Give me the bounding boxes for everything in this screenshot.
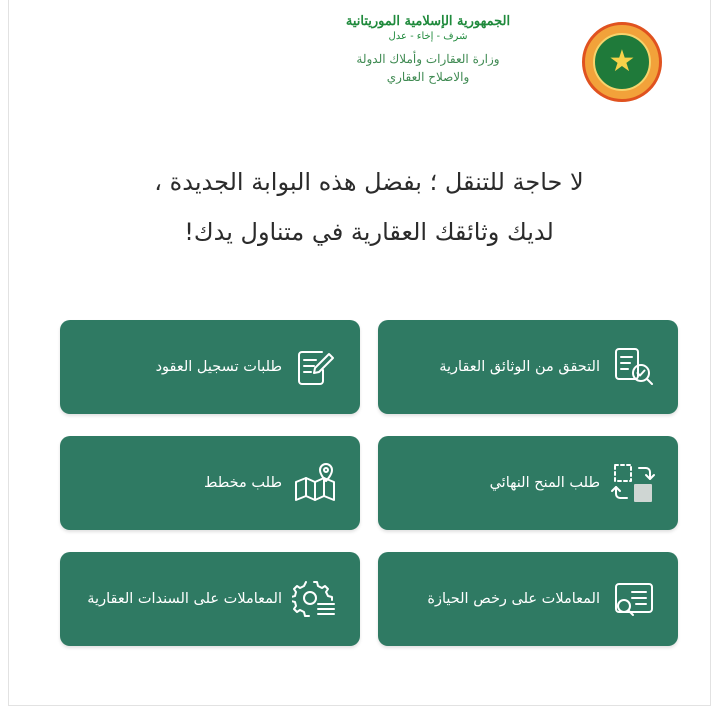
plan-request-label: طلب مخطط (204, 475, 282, 491)
page-frame (8, 0, 711, 706)
ministry-header (308, 14, 548, 86)
settings-list-icon (292, 576, 338, 622)
license-search-icon (610, 576, 656, 622)
document-search-icon (610, 344, 656, 390)
ministry-line-2: والاصلاح العقاري (386, 70, 470, 84)
ministry-name (308, 50, 548, 86)
final-grant-label: طلب المنح النهائي (489, 475, 600, 491)
possession-permits-label: المعاملات على رخص الحيازة (427, 591, 600, 607)
document-edit-icon (292, 344, 338, 390)
final-grant-button[interactable] (378, 436, 678, 530)
headline-line-1: لا حاجة للتنقل ؛ بفضل هذه البوابة الجديدة ، (154, 168, 584, 196)
transfer-icon (610, 460, 656, 506)
possession-permits-button[interactable] (378, 552, 678, 646)
star-icon: ★ (608, 44, 636, 79)
verify-documents-button[interactable] (378, 320, 678, 414)
coat-of-arms-emblem (582, 22, 662, 102)
headline-line-2: لديك وثائقك العقارية في متناول يدك! (184, 218, 554, 246)
ministry-line-1: وزارة العقارات وأملاك الدولة (356, 52, 500, 66)
property-deeds-button[interactable] (60, 552, 360, 646)
verify-documents-label: التحقق من الوثائق العقارية (439, 359, 600, 375)
republic-name: الجمهورية الإسلامية الموريتانية (345, 14, 511, 29)
property-deeds-label: المعاملات على السندات العقارية (87, 591, 282, 607)
contract-registration-label: طلبات تسجيل العقود (155, 359, 282, 375)
emblem-inner (593, 33, 651, 91)
page-headline (49, 157, 689, 257)
national-motto: شرف - إخاء - عدل (388, 31, 468, 42)
plan-request-button[interactable] (60, 436, 360, 530)
map-pin-icon (292, 460, 338, 506)
contract-registration-button[interactable] (60, 320, 360, 414)
